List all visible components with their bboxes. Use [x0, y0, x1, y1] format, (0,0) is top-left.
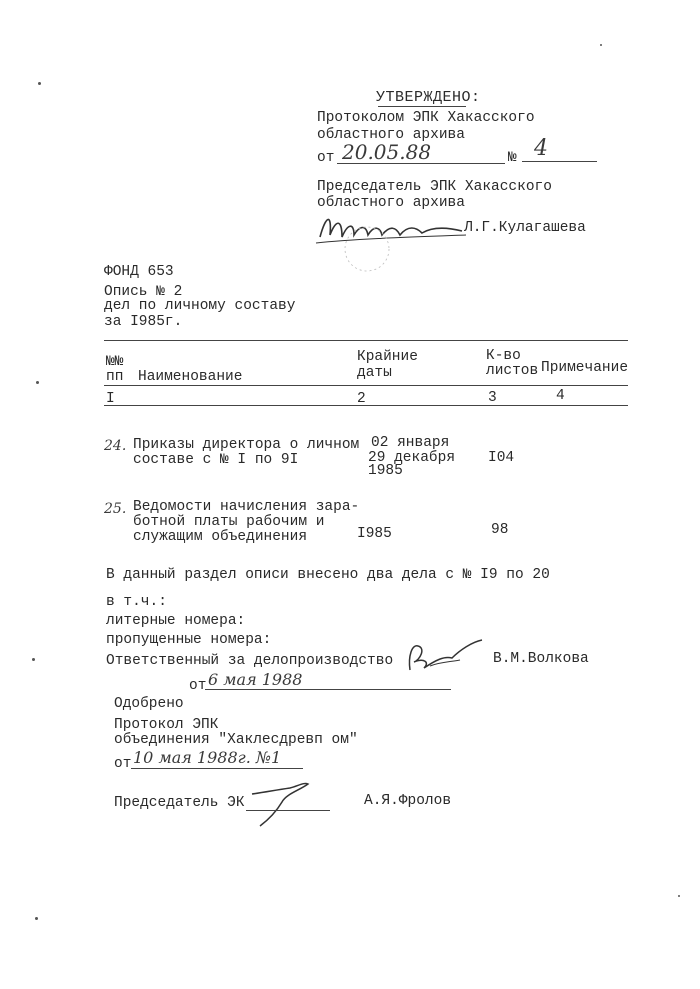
approval-number-value: 4: [534, 136, 548, 161]
header-sheets-line1: К-во: [486, 348, 521, 364]
col-number-1: I: [106, 391, 115, 407]
approval-number-underline: [522, 161, 597, 162]
header-name: Наименование: [138, 369, 243, 385]
approval-chairman-line1: Председатель ЭПК Хакасского: [317, 179, 552, 195]
approval-heading-underline: [378, 106, 466, 107]
footer-protocol-line2: объединения "Хаклесдревп ом": [114, 732, 358, 748]
summary-text: В данный раздел описи внесено два дела с № I9 по 20: [106, 567, 550, 583]
approval-number-prefix: №: [508, 150, 517, 166]
opis-label: Опись № 2: [104, 284, 183, 300]
fond-label: ФОНД 653: [104, 264, 174, 280]
scan-speck: [600, 44, 602, 46]
col-number-2: 2: [357, 391, 366, 407]
chairman-signature: [312, 205, 472, 255]
skipped-numbers-label: пропущенные номера:: [106, 632, 272, 648]
scan-speck: [38, 82, 41, 85]
row-24-dates-line2: 29 декабря: [368, 450, 456, 466]
scan-speck: [36, 381, 39, 384]
chair-signature: [246, 780, 326, 830]
fond-desc-line1: дел по личному составу: [104, 298, 296, 314]
scan-speck: [678, 895, 680, 897]
chair-label: Председатель ЭК: [114, 795, 245, 811]
approval-date-prefix: от: [317, 150, 335, 166]
header-bottom-rule: [104, 385, 628, 386]
header-dates-line1: Крайние: [357, 349, 418, 365]
approval-protocol-line2: областного архива: [317, 127, 465, 143]
resp-date-value: 6 мая 1988: [208, 670, 303, 689]
row-24-name-line1: Приказы директора о личном: [133, 437, 360, 453]
row-25-name-line3: служащим объединения: [133, 529, 308, 545]
approved-label: Одобрено: [114, 696, 184, 712]
approval-date-value: 20.05.88: [342, 140, 432, 164]
row-24-number: 24.: [104, 438, 127, 454]
scan-speck: [32, 658, 35, 661]
table-top-rule: [104, 340, 628, 341]
header-sheets-line2: листов: [486, 363, 539, 379]
header-dates-line2: даты: [357, 365, 392, 381]
approval-date-underline: [337, 163, 505, 164]
col-number-3: 3: [488, 390, 497, 406]
scan-speck: [35, 917, 38, 920]
resp-date-underline: [205, 689, 451, 690]
col-numbers-bottom-rule: [104, 405, 628, 406]
header-num-line2: пп: [106, 369, 124, 385]
approval-chairman-line2: областного архива: [317, 195, 465, 211]
approval-protocol-line1: Протоколом ЭПК Хакасского: [317, 110, 535, 126]
prot-date-underline: [131, 768, 303, 769]
row-25-name-line1: Ведомости начисления зара-: [133, 499, 360, 515]
responsible-signature: [400, 636, 490, 676]
responsible-name: В.М.Волкова: [493, 651, 589, 667]
incl-text: в т.ч.:: [106, 594, 167, 610]
fond-desc-line2: за I985г.: [104, 314, 183, 330]
chair-name: А.Я.Фролов: [364, 793, 452, 809]
footer-protocol-line1: Протокол ЭПК: [114, 717, 219, 733]
row-25-name-line2: ботной платы рабочим и: [133, 514, 325, 530]
row-24-dates-line1: 02 января: [371, 435, 450, 451]
liter-numbers-label: литерные номера:: [106, 613, 246, 629]
approval-heading: УТВЕРЖДЕНО:: [376, 89, 481, 106]
responsible-label: Ответственный за делопроизводство: [106, 653, 394, 669]
prot-date-prefix: от: [114, 756, 132, 772]
prot-date-value: 10 мая 1988г. №1: [133, 748, 282, 767]
row-24-name-line2: составе с № I по 9I: [133, 452, 299, 468]
row-24-dates-line3: 1985: [368, 463, 403, 479]
chair-signature-underline: [246, 810, 330, 811]
approval-chairman-name: Л.Г.Кулагашева: [464, 220, 586, 236]
col-number-4: 4: [556, 388, 565, 404]
row-25-sheets: 98: [491, 522, 509, 538]
resp-date-prefix: от: [189, 678, 207, 694]
row-25-number: 25.: [104, 501, 127, 517]
header-num-line1: №№: [106, 354, 124, 370]
header-note: Примечание: [541, 360, 629, 376]
row-25-dates: I985: [357, 526, 392, 542]
row-24-sheets: I04: [488, 450, 515, 466]
